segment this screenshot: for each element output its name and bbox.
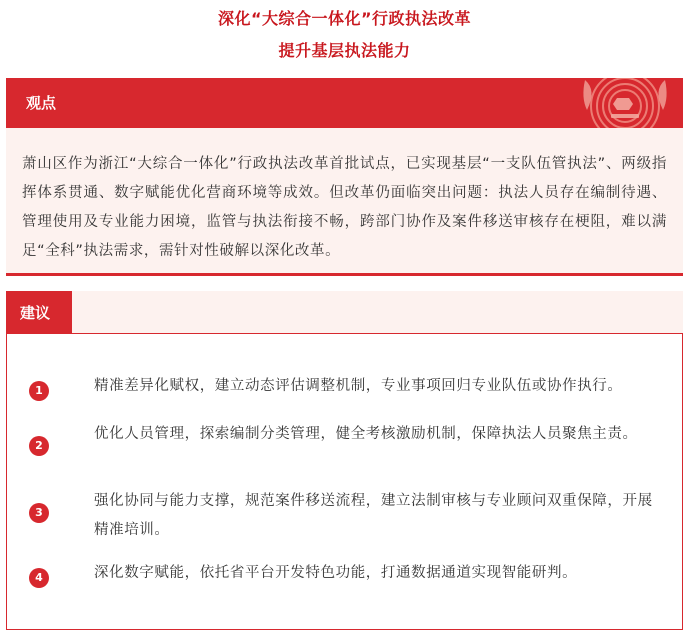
viewpoint-text: 萧山区作为浙江“大综合一体化”行政执法改革首批试点，已实现基层“一支队伍管执法”、两级指挥体系贯通、数字赋能优化营商环境等成效。但改革仍面临突出问题：执法人员存在编制待遇、管理使用及专业能力困境，监管与执法衔接不畅，跨部门协作及案件移送审核存在梗阻，难以满足“全科”执法需求，需针对性破解以深化改革。 bbox=[22, 156, 667, 259]
number-badge: 3 bbox=[29, 503, 49, 523]
page-subtitle: 提升基层执法能力 bbox=[278, 41, 411, 60]
viewpoint-header bbox=[6, 78, 683, 128]
suggestion-text: 深化数字赋能，依托省平台开发特色功能，打通数据通道实现智能研判。 bbox=[94, 565, 578, 581]
suggestions-tab bbox=[6, 291, 72, 333]
number-badge: 4 bbox=[29, 568, 49, 588]
number-badge: 1 bbox=[29, 381, 49, 401]
viewpoint-label: 观点 bbox=[26, 94, 57, 112]
suggestion-text: 优化人员管理，探索编制分类管理，健全考核激励机制，保障执法人员聚焦主责。 bbox=[94, 426, 638, 442]
suggestions-label: 建议 bbox=[20, 304, 51, 322]
divider bbox=[6, 273, 683, 276]
page-title: 深化“大综合一体化”行政执法改革 bbox=[217, 9, 472, 28]
suggestion-text: 精准差异化赋权，建立动态评估调整机制，专业事项回归专业队伍或协作执行。 bbox=[94, 378, 623, 394]
suggestions-panel bbox=[6, 333, 683, 630]
number-badge: 2 bbox=[29, 436, 49, 456]
suggestion-text: 强化协同与能力支撑，规范案件移送流程，建立法制审核与专业顾问双重保障，开展精准培训。 bbox=[94, 493, 653, 538]
party-emblem-icon bbox=[567, 78, 677, 128]
suggestions-tab-fill bbox=[72, 291, 683, 333]
